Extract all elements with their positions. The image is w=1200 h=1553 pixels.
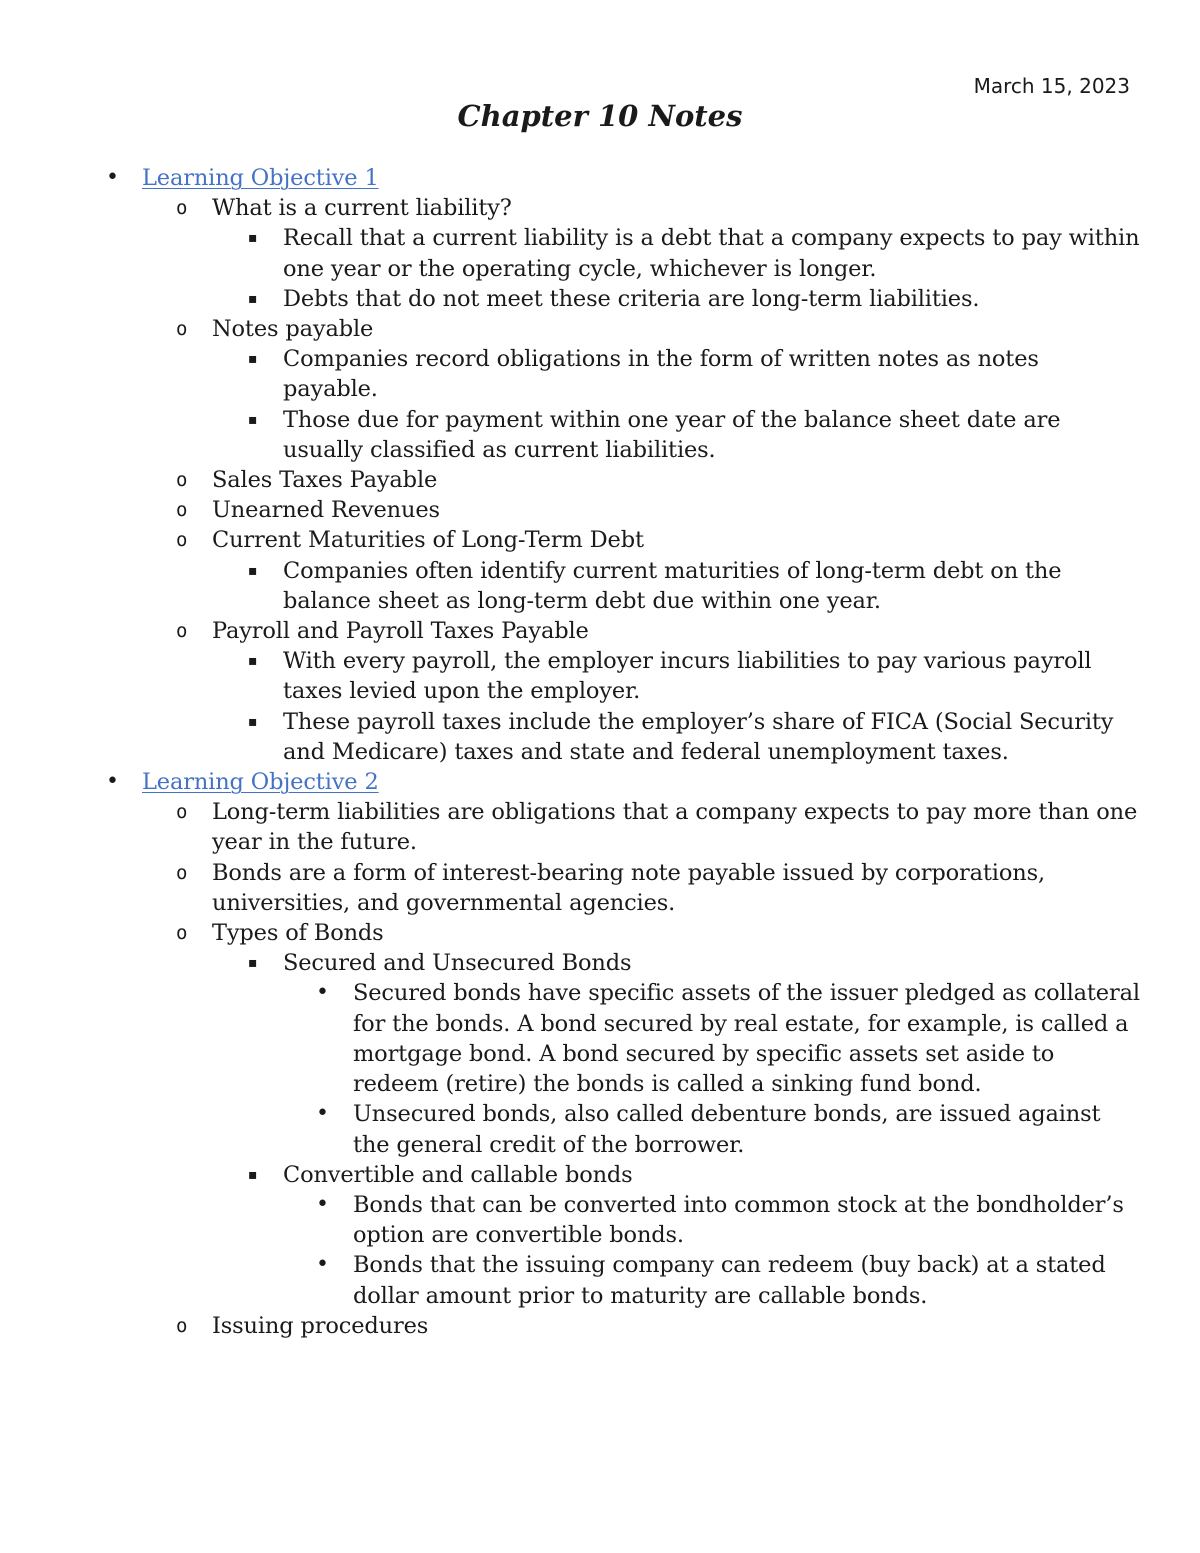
circle-bullet: o [176,318,188,341]
list-item-text: Convertible and callable bonds [283,1161,633,1188]
list-item [0,858,1200,918]
circle-bullet: o [176,499,188,522]
square-bullet: ▪ [248,653,258,670]
list-item-text: Secured and Unsecured Bonds [283,950,632,977]
list-item-text: Unearned Revenues [212,497,440,524]
list-item [0,948,1200,978]
square-bullet: ▪ [248,290,258,307]
list-item [0,525,1200,555]
square-bullet: ▪ [248,713,258,730]
list-item [0,1160,1200,1190]
list-item [0,918,1200,948]
list-item-text: These payroll taxes include the employer’s share of FICA (Social Security and Medicare) taxes and state and federal unemployment taxes. [283,708,1114,765]
list-item [0,495,1200,525]
list-item-text: Notes payable [212,316,374,343]
list-item-text: Payroll and Payroll Taxes Payable [212,618,589,645]
list-item-text: Sales Taxes Payable [212,467,438,494]
circle-bullet: o [176,197,188,220]
list-item-text: Companies record obligations in the form of written notes as notes payable. [283,346,1039,403]
list-item [0,1311,1200,1341]
circle-bullet: o [176,922,188,945]
disc-bullet: • [316,980,329,1006]
list-item-text: Long-term liabilities are obligations that a company expects to pay more than one year in the future. [212,799,1138,856]
list-item-text: Issuing procedures [212,1312,429,1339]
document-date: March 15, 2023 [973,74,1130,98]
disc-bullet: • [316,1101,329,1127]
list-item-text: With every payroll, the employer incurs liabilities to pay various payroll taxes levied upon the employer. [283,648,1092,705]
list-item [0,646,1200,706]
list-item [0,1099,1200,1159]
list-item-text: Current Maturities of Long-Term Debt [212,527,644,554]
list-item [0,344,1200,404]
list-item [0,284,1200,314]
learning-objective-1-link[interactable]: Learning Objective 1 [142,165,379,191]
list-item-text: Bonds are a form of interest-bearing note payable issued by corporations, universities, and governmental agencies. [212,859,1045,916]
list-item-lo1 [0,163,1200,193]
notes-outline [0,163,1200,1341]
list-item [0,465,1200,495]
list-item [0,1250,1200,1310]
learning-objective-2-link[interactable]: Learning Objective 2 [142,769,379,796]
circle-bullet: o [176,861,188,884]
square-bullet: ▪ [248,351,258,368]
list-item [0,405,1200,465]
circle-bullet: o [176,469,188,492]
disc-bullet: • [106,769,119,795]
list-item [0,223,1200,283]
square-bullet: ▪ [248,955,258,972]
circle-bullet: o [176,1314,188,1337]
list-item-text: What is a current liability? [212,195,512,222]
list-item-text: Unsecured bonds, also called debenture bonds, are issued against the general credit of the borrower. [353,1101,1101,1158]
list-item-text: Debts that do not meet these criteria are long-term liabilities. [283,285,980,312]
disc-bullet: • [106,165,119,190]
list-item [0,707,1200,767]
list-item [0,1190,1200,1250]
list-item-text: Those due for payment within one year of the balance sheet date are usually classified as current liabilities. [283,406,1061,463]
list-item [0,314,1200,344]
disc-bullet: • [316,1191,329,1217]
list-item [0,193,1200,223]
list-item-text: Secured bonds have specific assets of the issuer pledged as collateral for the bonds. A bond secured by real estate, for example, is called a mortgage bond. A bond secured by specific assets set aside to redeem (retire) the bonds is called a sinking fund bond. [353,980,1140,1098]
circle-bullet: o [176,529,188,552]
square-bullet: ▪ [248,411,258,428]
list-item-text: Bonds that can be converted into common stock at the bondholder’s option are convertible bonds. [353,1191,1124,1249]
square-bullet: ▪ [248,1166,258,1183]
circle-bullet: o [176,801,188,824]
page-title: Chapter 10 Notes [457,99,743,133]
list-item-text: Recall that a current liability is a debt that a company expects to pay within one year or the operating cycle, whichever is longer. [283,225,1140,282]
list-item-text: Companies often identify current maturities of long-term debt on the balance sheet as long-term debt due within one year. [283,557,1062,614]
list-item [0,616,1200,646]
list-item [0,556,1200,616]
square-bullet: ▪ [248,562,258,579]
list-item [0,797,1200,857]
list-item-text: Types of Bonds [212,920,384,947]
circle-bullet: o [176,620,188,643]
list-item-text: Bonds that the issuing company can redeem (buy back) at a stated dollar amount prior to maturity are callable bonds. [353,1252,1106,1309]
square-bullet: ▪ [248,230,258,247]
list-item [0,978,1200,1099]
disc-bullet: • [316,1252,329,1278]
list-item-lo2 [0,767,1200,797]
